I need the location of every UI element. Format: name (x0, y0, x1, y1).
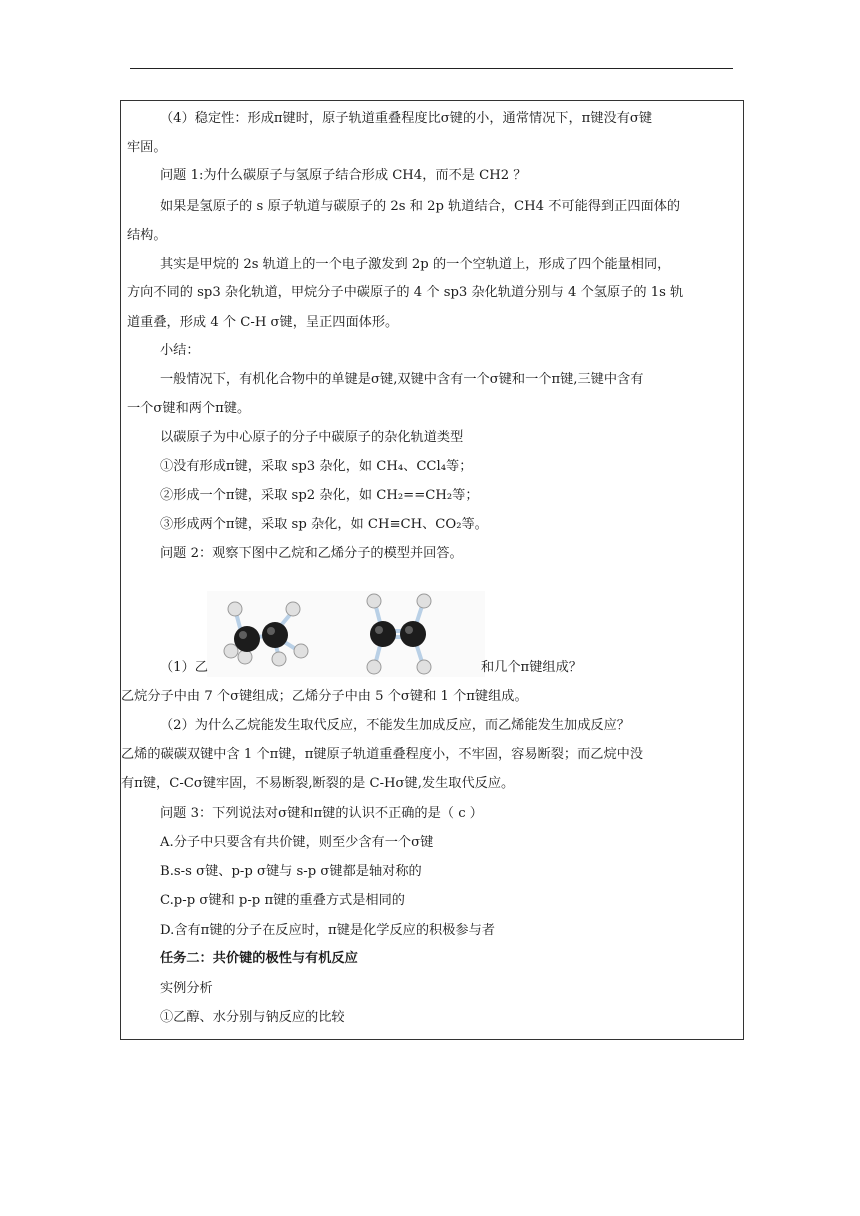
text-line: 如果是氢原子的 s 原子轨道与碳原子的 2s 和 2p 轨道结合，CH4 不可能得到正四面体的 (160, 199, 681, 214)
text-line: 小结： (160, 343, 200, 358)
text-line: ②形成一个π键，采取 sp2 杂化，如 CH₂==CH₂等； (160, 488, 479, 503)
text-line: ③形成两个π键，采取 sp 杂化，如 CH≡CH、CO₂等。 (160, 517, 488, 532)
text-line: 有π键，C-Cσ键牢固，不易断裂,断裂的是 C-Hσ键,发生取代反应。 (121, 776, 515, 791)
text-line: ①乙醇、水分别与钠反应的比较 (160, 1010, 345, 1025)
text-line: 道重叠，形成 4 个 C-H σ键，呈正四面体形。 (127, 315, 399, 330)
molecule-models-figure (207, 591, 485, 677)
text-line: 乙烷分子中由 7 个σ键组成；乙烯分子中由 5 个σ键和 1 个π键组成。 (121, 689, 528, 704)
text-line: 一个σ键和两个π键。 (127, 401, 251, 416)
ethane-ethylene-models (207, 591, 485, 677)
text-line: 问题 2：观察下图中乙烷和乙烯分子的模型并回答。 (160, 546, 463, 561)
question-1-end: 和几个π键组成？ (481, 660, 582, 675)
text-line: 问题 1:为什么碳原子与氢原子结合形成 CH4，而不是 CH2 ？ (160, 168, 527, 183)
question-1-start: （1）乙 (160, 660, 208, 675)
text-line: 实例分析 (160, 981, 213, 996)
text-line: 结构。 (127, 228, 167, 243)
text-line: D.含有π键的分子在反应时，π键是化学反应的积极参与者 (160, 923, 495, 938)
text-line: 乙烯的碳碳双键中含 1 个π键，π键原子轨道重叠程度小，不牢固，容易断裂；而乙烷中没 (121, 747, 644, 762)
text-line: （2）为什么乙烷能发生取代反应，不能发生加成反应，而乙烯能发生加成反应？ (160, 718, 630, 733)
text-line: B.s-s σ键、p-p σ键与 s-p σ键都是轴对称的 (160, 864, 422, 879)
header-rule (130, 68, 733, 69)
section-heading: 任务二：共价键的极性与有机反应 (160, 951, 358, 966)
text-line: 问题 3：下列说法对σ键和π键的认识不正确的是（ c ） (160, 806, 483, 821)
text-line: 一般情况下，有机化合物中的单键是σ键,双键中含有一个σ键和一个π键,三键中含有 (160, 372, 644, 387)
text-line: （4）稳定性：形成π键时，原子轨道重叠程度比σ键的小，通常情况下，π键没有σ键 (160, 111, 653, 126)
text-line: 以碳原子为中心原子的分子中碳原子的杂化轨道类型 (160, 430, 464, 445)
text-line: ①没有形成π键，采取 sp3 杂化，如 CH₄、CCl₄等； (160, 459, 473, 474)
text-line: A.分子中只要含有共价键，则至少含有一个σ键 (160, 835, 434, 850)
content-body (121, 101, 743, 1039)
text-line: 牢固。 (127, 140, 167, 155)
text-line: 其实是甲烷的 2s 轨道上的一个电子激发到 2p 的一个空轨道上，形成了四个能量相同， (160, 257, 671, 272)
text-line: 方向不同的 sp3 杂化轨道，甲烷分子中碳原子的 4 个 sp3 杂化轨道分别与 4 个氢原子的 1s 轨 (127, 285, 684, 300)
text-line: C.p-p σ键和 p-p π键的重叠方式是相同的 (160, 893, 405, 908)
content-frame (120, 100, 744, 1040)
